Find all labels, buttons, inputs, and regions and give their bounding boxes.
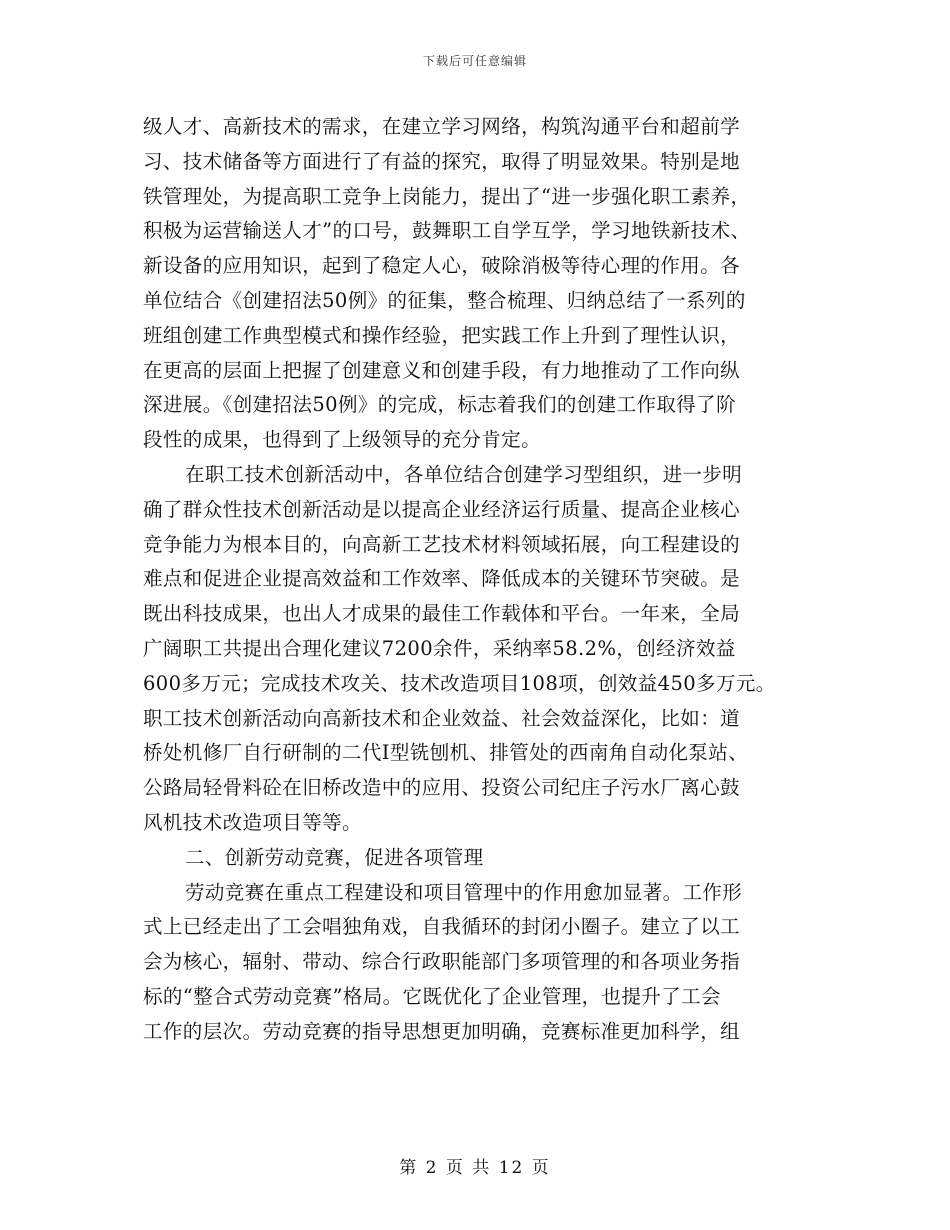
text-line: 确了群众性技术创新活动是以提高企业经济运行质量、提高企业核心 — [143, 497, 741, 521]
text-line: 级人才、高新技术的需求，在建立学习网络，构筑沟通平台和超前学 — [143, 115, 741, 138]
text-line: 新设备的应用知识，起到了稳定人心，破除消极等待心理的作用。各 — [143, 254, 741, 278]
text-line: 既出科技成果，也出人才成果的最佳工作载体和平台。一年来，全局 — [143, 602, 741, 626]
text-line: 桥处机修厂自行研制的二代Ⅰ型铣刨机、排管处的西南角自动化泵站、 — [143, 741, 749, 765]
text-line: 深进展。《创建招法50例》的完成，标志着我们的创建工作取得了阶 — [143, 393, 736, 417]
text-line: 班组创建工作典型模式和操作经验，把实践工作上升到了理性认识， — [143, 323, 741, 347]
page-number-footer: 第 2 页 共 12 页 — [399, 1158, 551, 1178]
text-line: 风机技术改造项目等等。 — [143, 810, 362, 834]
text-line: 在职工技术创新活动中，各单位结合创建学习型组织，进一步明 — [185, 462, 743, 486]
page-header-note: 下载后可任意编辑 — [422, 54, 527, 68]
text-line: 段性的成果，也得到了上级领导的充分肯定。 — [143, 428, 542, 452]
text-line: 铁管理处，为提高职工竞争上岗能力，提出了“进一步强化职工素养， — [143, 184, 751, 208]
text-line: 会为核心，辐射、带动、综合行政职能部门多项管理的和各项业务指 — [143, 950, 741, 974]
text-line: 广阔职工共提出合理化建议7200余件，采纳率58.2%，创经济效益 — [143, 636, 736, 660]
text-line: 难点和促进企业提高效益和工作效率、降低成本的关键环节突破。是 — [143, 567, 741, 591]
text-line: 单位结合《创建招法50例》的征集，整合梳理、归纳总结了一系列的 — [143, 288, 746, 312]
text-line: 二、创新劳动竞赛，促进各项管理 — [185, 845, 484, 869]
text-line: 竞争能力为根本目的，向高新工艺技术材料领域拓展，向工程建设的 — [143, 532, 741, 556]
text-line: 在更高的层面上把握了创建意义和创建手段，有力地推动了工作向纵 — [143, 358, 741, 382]
text-line: 职工技术创新活动向高新技术和企业效益、社会效益深化，比如：道 — [143, 706, 741, 730]
document-body — [143, 110, 808, 1050]
text-line: 公路局轻骨料砼在旧桥改造中的应用、投资公司纪庄子污水厂离心鼓 — [143, 776, 741, 800]
text-line: 劳动竞赛在重点工程建设和项目管理中的作用愈加显著。工作形 — [185, 880, 743, 904]
text-line: 积极为运营输送人才”的口号，鼓舞职工自学互学，学习地铁新技术、 — [143, 219, 751, 243]
text-line: 工作的层次。劳动竞赛的指导思想更加明确，竞赛标准更加科学，组 — [143, 1019, 741, 1043]
text-line: 式上已经走出了工会唱独角戏，自我循环的封闭小圈子。建立了以工 — [143, 915, 741, 939]
text-line: 600多万元；完成技术攻关、技术改造项目108项，创效益450多万元。 — [143, 671, 776, 695]
text-line: 标的“整合式劳动竞赛”格局。它既优化了企业管理，也提升了工会 — [143, 984, 721, 1008]
text-line: 习、技术储备等方面进行了有益的探究，取得了明显效果。特别是地 — [143, 149, 741, 173]
